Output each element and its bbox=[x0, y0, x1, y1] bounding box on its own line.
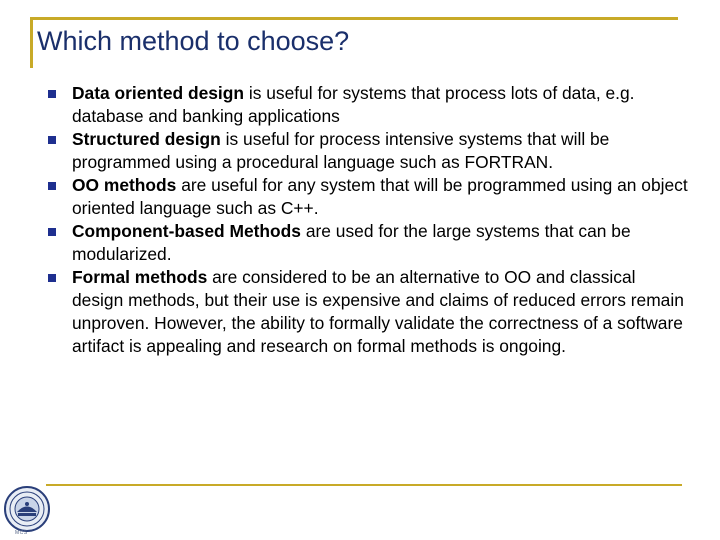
bullet-item-data-oriented-design bbox=[48, 82, 688, 128]
bullet-text: is useful for systems that process lots of data, e.g. database and banking applications bbox=[72, 83, 635, 126]
logo-caption: MCS bbox=[15, 530, 28, 536]
bullet-item-oo-methods bbox=[48, 174, 688, 220]
bullet-text: are useful for any system that will be programmed using an object oriented language such as C++. bbox=[72, 175, 688, 218]
bullet-item-structured-design bbox=[48, 128, 688, 174]
bullet-term: Structured design bbox=[72, 129, 221, 149]
seal-icon bbox=[3, 485, 51, 533]
bullet-text: are considered to be an alternative to OO and classical design methods, but their use is expensive and claims of reduced errors remain unproven. However, the ability to formally validate the correctness of a software artifact is appealing and research on formal methods is ongoing. bbox=[72, 267, 684, 356]
bullet-list bbox=[48, 82, 688, 358]
bullet-square-icon bbox=[48, 182, 56, 190]
frame-top-line bbox=[30, 17, 678, 20]
bullet-text: are used for the large systems that can be modularized. bbox=[72, 221, 631, 264]
bullet-text: is useful for process intensive systems that will be programmed using a procedural language such as FORTRAN. bbox=[72, 129, 610, 172]
bullet-square-icon bbox=[48, 228, 56, 236]
bullet-square-icon bbox=[48, 274, 56, 282]
bullet-term: OO methods bbox=[72, 175, 177, 195]
bullet-square-icon bbox=[48, 136, 56, 144]
footer-divider bbox=[46, 484, 682, 486]
frame-left-line bbox=[30, 17, 33, 68]
bullet-item-component-based-methods bbox=[48, 220, 688, 266]
bullet-square-icon bbox=[48, 90, 56, 98]
bullet-term: Formal methods bbox=[72, 267, 208, 287]
bullet-term: Component-based Methods bbox=[72, 221, 301, 241]
bullet-term: Data oriented design bbox=[72, 83, 245, 103]
slide-title: Which method to choose? bbox=[37, 26, 350, 56]
bullet-item-formal-methods bbox=[48, 266, 688, 358]
institution-logo bbox=[3, 485, 51, 533]
